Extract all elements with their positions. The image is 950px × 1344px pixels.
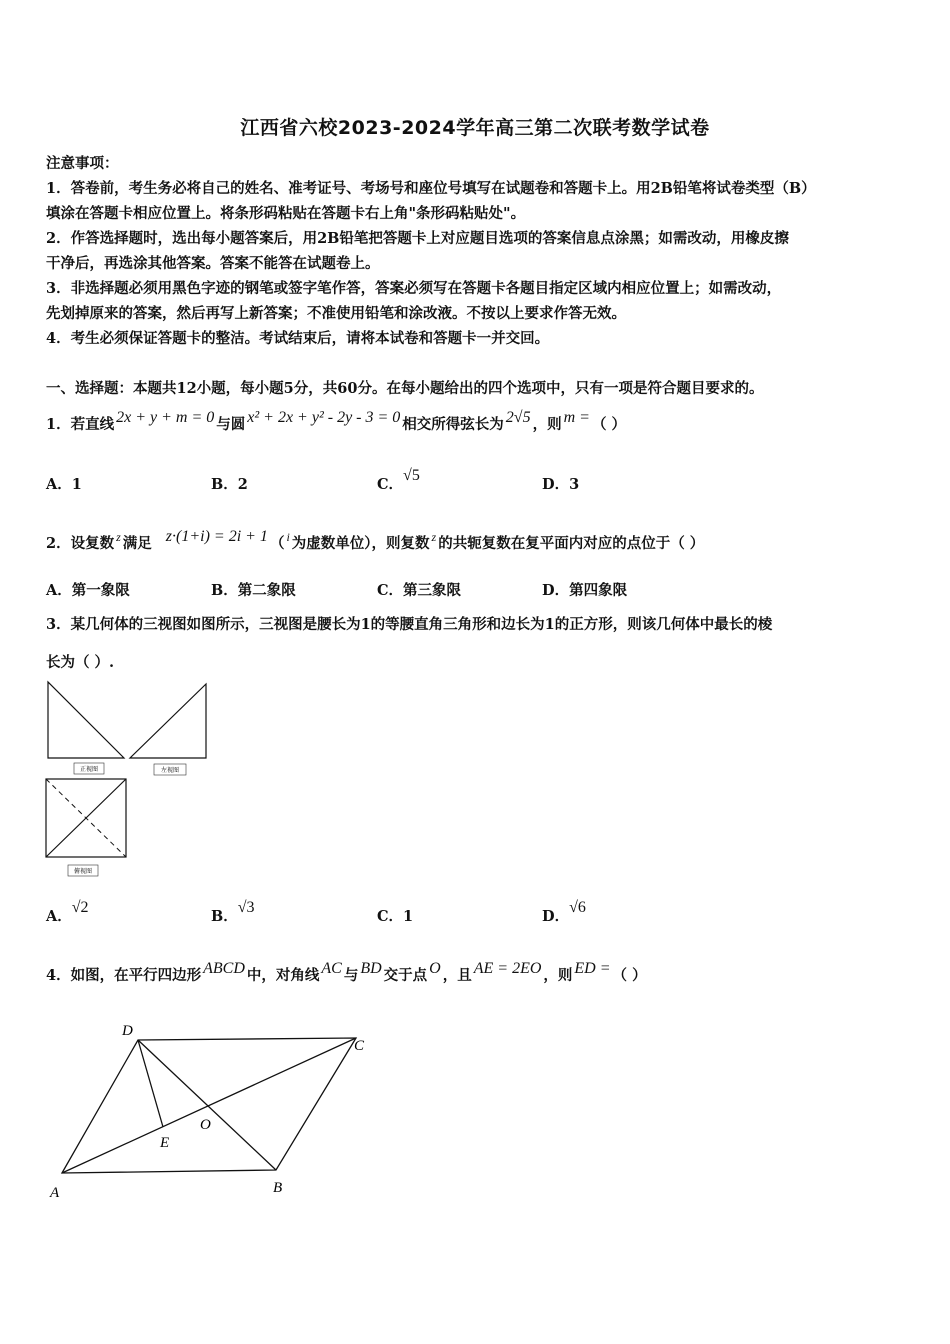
side-view-triangle (130, 684, 206, 758)
q1-option-c[interactable]: C．√5 (377, 467, 420, 493)
q1-line-equation: 2x + y + m = 0 (116, 409, 215, 426)
q1-circle-equation: x² + 2x + y² - 2y - 3 = 0 (247, 409, 401, 426)
note-line: 3．非选择题必须用黑色字迹的钢笔或签字笔作答，答案必须写在答题卡各题目指定区域内相应位置上；如需改动， (46, 280, 782, 297)
q4-prefix: 4．如图，在平行四边形 (46, 967, 202, 984)
three-view-figure (40, 678, 215, 883)
question-3-line2: 长为（ ）. (46, 654, 115, 671)
q3-option-c[interactable]: C．1 (377, 908, 414, 925)
q3-option-a[interactable]: A．√2 (46, 899, 89, 925)
q4-target: ED = (574, 960, 611, 977)
q4-text: 中，对角线 (246, 967, 320, 984)
diagonal-ac (62, 1038, 356, 1173)
q1-chord-length: 2√5 (505, 409, 531, 426)
note-line: 先划掉原来的答案，然后再写上新答案；不准使用铅笔和涂改液。不按以上要求作答无效。 (46, 305, 626, 322)
segment-de (138, 1040, 163, 1127)
q1-option-d[interactable]: D．3 (542, 476, 580, 493)
point-b-label: B (273, 1180, 283, 1196)
q3-option-d[interactable]: D．√6 (542, 899, 586, 925)
q4-parallelogram: ABCD (203, 960, 245, 977)
question-2 (46, 528, 705, 553)
parallelogram-figure (40, 1015, 380, 1205)
note-line: 4．考生必须保证答题卡的整洁。考试结束后，请将本试卷和答题卡一并交回。 (46, 330, 550, 347)
q1-text: ，则 (532, 416, 562, 433)
page-title: 江西省六校2023-2024学年高三第二次联考数学试卷 (240, 117, 710, 139)
q4-answer-paren: （ ） (612, 967, 647, 984)
q4-text: ，则 (543, 967, 573, 984)
point-o-label: O (200, 1117, 211, 1133)
point-c-label: C (354, 1038, 365, 1054)
question-3-line1: 3．某几何体的三视图如图所示，三视图是腰长为1的等腰直角三角形和边长为1的正方形，则该几何体中最长的棱 (46, 616, 773, 633)
diagonal-bd (138, 1040, 276, 1170)
q4-text: ，且 (442, 967, 472, 984)
top-view-label: 俯视图 (73, 869, 93, 875)
question-4 (46, 960, 647, 985)
q1-answer-paren: （ ） (591, 416, 626, 433)
q1-option-b[interactable]: B．2 (211, 476, 248, 493)
front-view-triangle (48, 682, 124, 758)
section-heading: 一、选择题：本题共12小题，每小题5分，共60分。在每小题给出的四个选项中，只有一项是符合题目要求的。 (46, 380, 764, 397)
side-view-label: 左视图 (160, 768, 180, 774)
point-e-label: E (160, 1135, 170, 1151)
note-line: 2．作答选择题时，选出每小题答案后，用2B铅笔把答题卡上对应题目选项的答案信息点涂黑；如需改动，用橡皮擦 (46, 230, 789, 247)
q1-option-a[interactable]: A．1 (46, 476, 82, 493)
q2-var-z: z (116, 530, 121, 544)
point-d-label: D (122, 1023, 133, 1039)
q1-text: 相交所得弦长为 (402, 416, 504, 433)
q2-option-a[interactable]: A．第一象限 (46, 582, 130, 599)
q4-diagonal-ac: AC (321, 960, 342, 977)
q2-option-b[interactable]: B．第二象限 (211, 582, 296, 599)
notes-heading: 注意事项： (46, 155, 119, 172)
q2-option-c[interactable]: C．第三象限 (377, 582, 462, 599)
q1-prefix: 1．若直线 (46, 416, 115, 433)
q4-text: 与 (343, 967, 359, 984)
q2-text: 的共轭复数在复平面内对应的点位于（ ） (438, 535, 705, 552)
q4-point-o: O (429, 960, 441, 977)
q2-text: 满足 (122, 535, 152, 552)
q2-var-i: i (286, 530, 290, 544)
note-line: 干净后，再选涂其他答案。答案不能答在试题卷上。 (46, 255, 380, 272)
q2-paren: （ (269, 535, 285, 552)
question-1 (46, 409, 626, 434)
q3-option-b[interactable]: B．√3 (211, 899, 255, 925)
q2-equation: z·(1+i) = 2i + 1 (165, 528, 268, 545)
q4-condition: AE = 2EO (473, 960, 542, 977)
q2-option-d[interactable]: D．第四象限 (542, 582, 628, 599)
note-line: 填涂在答题卡相应位置上。将条形码粘贴在答题卡右上角"条形码粘贴处"。 (46, 205, 526, 222)
front-view-label: 正视图 (79, 767, 99, 773)
note-line: 1．答卷前，考生务必将自己的姓名、准考证号、考场号和座位号填写在试题卷和答题卡上。用2B铅笔将试卷类型（B） (46, 180, 816, 197)
q2-text: 为虚数单位），则复数 (291, 535, 430, 552)
q4-text: 交于点 (383, 967, 428, 984)
q1-text: 与圆 (216, 416, 246, 433)
q2-var-z: z (431, 530, 437, 544)
q4-diagonal-bd: BD (360, 960, 382, 977)
point-a-label: A (50, 1185, 60, 1201)
q1-variable: m = (563, 409, 590, 426)
q2-prefix: 2．设复数 (46, 535, 115, 552)
